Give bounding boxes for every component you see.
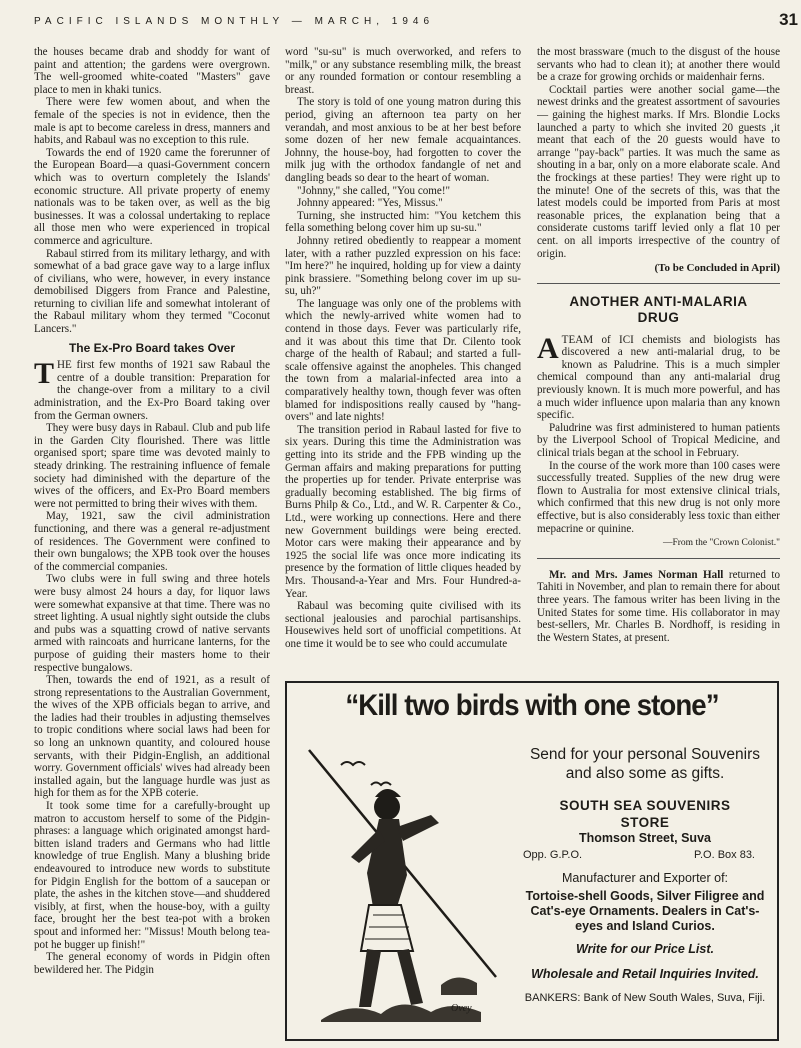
column-3: [537, 46, 780, 682]
native-spear-thrower-illustration: [301, 745, 511, 1035]
paragraph: "Johnny," she called, "You come!": [297, 184, 451, 197]
paragraph: Rabaul was becoming quite civilised with its sectional jealousies and parochial partisanships. Housewives held sort of unofficial competitions. At one time it would be to see who could accumulate: [285, 600, 521, 650]
paragraph: [34, 359, 270, 422]
advertisement: [285, 681, 779, 1041]
manufacturer-line: Manufacturer and Exporter of:: [561, 871, 729, 885]
ad-headline: “Kill two birds with one stone”: [345, 689, 719, 722]
paragraph: The general economy of words in Pidgin often bewildered her. The Pidgin: [34, 951, 270, 976]
store-name: [519, 797, 771, 831]
store-name-line: STORE: [620, 815, 670, 830]
column-1: [34, 46, 270, 1041]
paragraph: [537, 569, 780, 645]
store-name-line: SOUTH SEA SOUVENIRS: [559, 798, 731, 813]
paragraph-text: HE first few months of 1921 saw Rabaul the centre of a double transition: Preparation for the change-over from a military to a civil administration, and the Ex-Pro Board taking over from the German owners.: [34, 359, 270, 422]
paragraph: the most brassware (much to the disgust of the house servants who had to clean it); at another there would be a craze for growing orchids or maidenhair ferns.: [537, 46, 780, 84]
paragraph: Turning, she instructed him: "You ketchem this fella something belong cover him up su-su.": [285, 209, 521, 235]
paragraph: Johnny retired obediently to reappear a moment later, with a rather puzzled expression on his face: "Im here?" he inquired, holding up for view a dainty pink brassiere. "Something belong cover im up su-su, uh?": [285, 234, 521, 298]
paragraph: Two clubs were in full swing and three hotels were busy almost 24 hours a day, for liquor laws were somewhat expansive at that time. There was no street lighting. A usual nightly sight outside the clubs and pubs was a squatting crowd of native servants armed with raincoats and hurricane lanterns, for the purpose of guiding their masters home to their respective bungalows.: [34, 573, 270, 674]
source-credit: —From the "Crown Colonist.": [662, 538, 780, 549]
drop-cap: T: [34, 357, 55, 391]
paragraph-text: returned to Tahiti in November, and plan to remain there for about three years. The famous writer has been living in the United States for some time. His collaborator in may best-sellers, Mr. Charles B. Nordhoff, is residing in the Western States, at present.: [537, 568, 780, 644]
paragraph: The transition period in Rabaul lasted for five to six years. During this time the Administration was getting into its stride and the FPB winding up the German affairs and making preparations for putting the properties up for tender. Private enterprise was gradually becoming established. The big firms of Burns Philp & Co., Ltd., and W. R. Carpenter & Co., Ltd., were working up connections. Here and there new Government buildings were being erected. Motor cars were making their appearance and by 1925 the social life was once more indicating its presence by the formation of little cliques headed by Mrs. Thousand-a-Year and Mrs. Four Hundred-a-Year.: [285, 423, 521, 600]
store-location-row: [519, 849, 771, 861]
goods-list: Tortoise-shell Goods, Silver Filigree and Cat's-eye Ornaments. Dealers in Cat's-eyes and Island Curios.: [525, 889, 765, 933]
section-subheading: The Ex-Pro Board takes Over: [68, 340, 236, 355]
paragraph: In the course of the work more than 100 cases were successfully treated. Supplies of the new drug were flown to Australia for most extensive clinical trials, which confirmed that this new drug is not only more effective, but is also considerably less toxic than either mepacrine or quinine.: [537, 459, 780, 535]
article-title-line: ANOTHER ANTI-MALARIA: [569, 293, 748, 309]
divider: [537, 283, 780, 284]
paragraph: the houses became drab and shoddy for want of paint and attention; the gardens were overgrown. The well-groomed white-coated "Masters" gave place to men in khaki tunics.: [34, 46, 270, 96]
bankers-line: BANKERS: Bank of New South Wales, Suva, Fiji.: [524, 992, 766, 1004]
paragraph: There were few women about, and when the female of the species is not in evidence, then the male is apt to become careless in dress, manners and habits, and Rabaul was no exception to this rule.: [34, 96, 270, 147]
paragraph: They were busy days in Rabaul. Club and pub life in the Garden City flourished. There was little organised sport; spare time was devoted mainly to steady drinking. The restraining influence of female society had diminished with the departure of the wives of the officers, and Ex-Pro Board members were not permitted to bring their wives with them.: [34, 422, 270, 510]
paragraph: word "su-su" is much overworked, and refers to "milk," or any substance resembling milk, the breast or any rounded formation or contour resembling a breast.: [285, 46, 521, 96]
paragraph: Paludrine was first administered to human patients by the Liverpool School of Tropical Medicine, and clinical trials began at the school in February.: [537, 421, 780, 460]
price-list-line: Write for our Price List.: [576, 942, 714, 956]
running-title: PACIFIC ISLANDS MONTHLY — MARCH, 1946: [34, 16, 435, 27]
store-po-box: P.O. Box 83.: [694, 849, 755, 861]
paragraph: Rabaul stirred from its military lethargy, and with somewhat of a bad grace gave way to a large influx of civilians, who were, however, in every instance demobilised Diggers from France and Palestine, returning to civilian life and somewhat intolerant of the Rabaul military whom they termed "Coconut Lancers.": [34, 247, 270, 336]
article-title: [537, 294, 780, 326]
divider: [537, 558, 780, 559]
article-title-line: DRUG: [637, 309, 680, 325]
paragraph: The language was only one of the problems with which the newly-arrived white women had to contend in those days. Fever was particularly rife, and it was about this time that Dr. Cilento took charge of the health of Rabaul; and started a full-scale offensive against the anopheles. This changed the town from a malarial-infected area into a comparatively healthy town, though fever was often blamed for indispositions really caused by "hang-overs" and late nights!: [285, 297, 521, 424]
paragraph: [537, 331, 780, 422]
page-number: 31: [779, 10, 798, 29]
running-header: [34, 10, 798, 34]
column-2: [285, 46, 521, 682]
store-landmark: Opp. G.P.O.: [523, 849, 583, 861]
artist-signature: Ovey: [451, 1003, 472, 1014]
paragraph: Johnny appeared: "Yes, Missus.": [297, 197, 443, 210]
paragraph: Then, towards the end of 1921, as a result of strong representations to the Australian Government, the wives of the XPB officials began to arrive, and the ladies had their troubles in adjusting themselves to tropic conditions where social laws had been for so long an unknown quantity, and coloured house servants, with their Pidgin-English, an additional worry. Government officials' wives had already been installed again, but the language hurdle was just as high for them as for the XPB coterie.: [34, 674, 270, 800]
wholesale-line: Wholesale and Retail Inquiries Invited.: [531, 967, 759, 981]
store-address: Thomson Street, Suva: [579, 831, 711, 845]
paragraph: It took some time for a carefully-brought up matron to accustom herself to some of the Pidgin-phrases: a language which originated amongst hard-bitten island traders and Germans who had little knowledge of true English. Many a blushing bride endeavoured to introduce new words to substitute for Pidgin English for the bottom of a saucepan or plate, the ashes in the kitchen stove—and shuddered visibly, at first, when the house-boy, with a guilty face, brought her the best tea-pot with a broken spout and informed her: "Missus! Mouth belong tea-pot he bugger up finish!": [34, 800, 270, 951]
ad-intro: Send for your personal Souvenirs and also some as gifts.: [529, 746, 761, 782]
ad-copy: [519, 745, 771, 1005]
paragraph: Towards the end of 1920 came the forerunner of the European Board—a quasi-Government concern which was to overturn completely the Islands' economic structure. All private property of enemy nationals was to be taken over, as well as the big businesses. It was a colossal undertaking to replace all those men who were experienced in tropical commerce and agriculture.: [34, 146, 270, 247]
drop-cap: A: [537, 331, 559, 365]
paragraph: May, 1921, saw the civil administration functioning, and there was a general re-adjustment of residences. The Government were confined to their own bungalows; the XPB took over the houses of the commercial companies.: [34, 510, 270, 573]
paragraph: The story is told of one young matron during this period, giving an afternoon tea party on her verandah, and most anxious to be at her best before some dozen of her new female acquaintances. Johnny, the house-boy, had forgotten to cover the milk jug with the orthodox fandangle of net and dangling beads so dear to the heart of woman.: [285, 96, 521, 184]
continuation-note: (To be Concluded in April): [654, 262, 780, 275]
paragraph: Cocktail parties were another social game—the newest drinks and the greatest assortment of savouries — gaining the highest marks. If Mrs. Blondie Locks launched a party to which she invited 20 guests ,it meant that each of the 20 guests would have to arrange "pay-back" parties. It was much the same as shouting in a bar, only on a more elaborate scale. And the frockings at these parties! They were right up to the minute! One of the secrets of this, was that the latest models could be imported from Paris at most reasonable prices, the explanation being that a considerate customs tariff levied only a flat 10 per cent. on all imports irrespective of the country of origin.: [537, 83, 780, 260]
paragraph-text: TEAM of ICI chemists and biologists has discovered a new anti-malarial drug, to be known as Paludrine. This is a much simpler chemical compound than any anti-malarial drug previously known. It is much more powerful, and has a much wider influence upon malaria than any known specific.: [537, 333, 780, 422]
paragraph-lead: Mr. and Mrs. James Norman Hall: [549, 568, 724, 581]
